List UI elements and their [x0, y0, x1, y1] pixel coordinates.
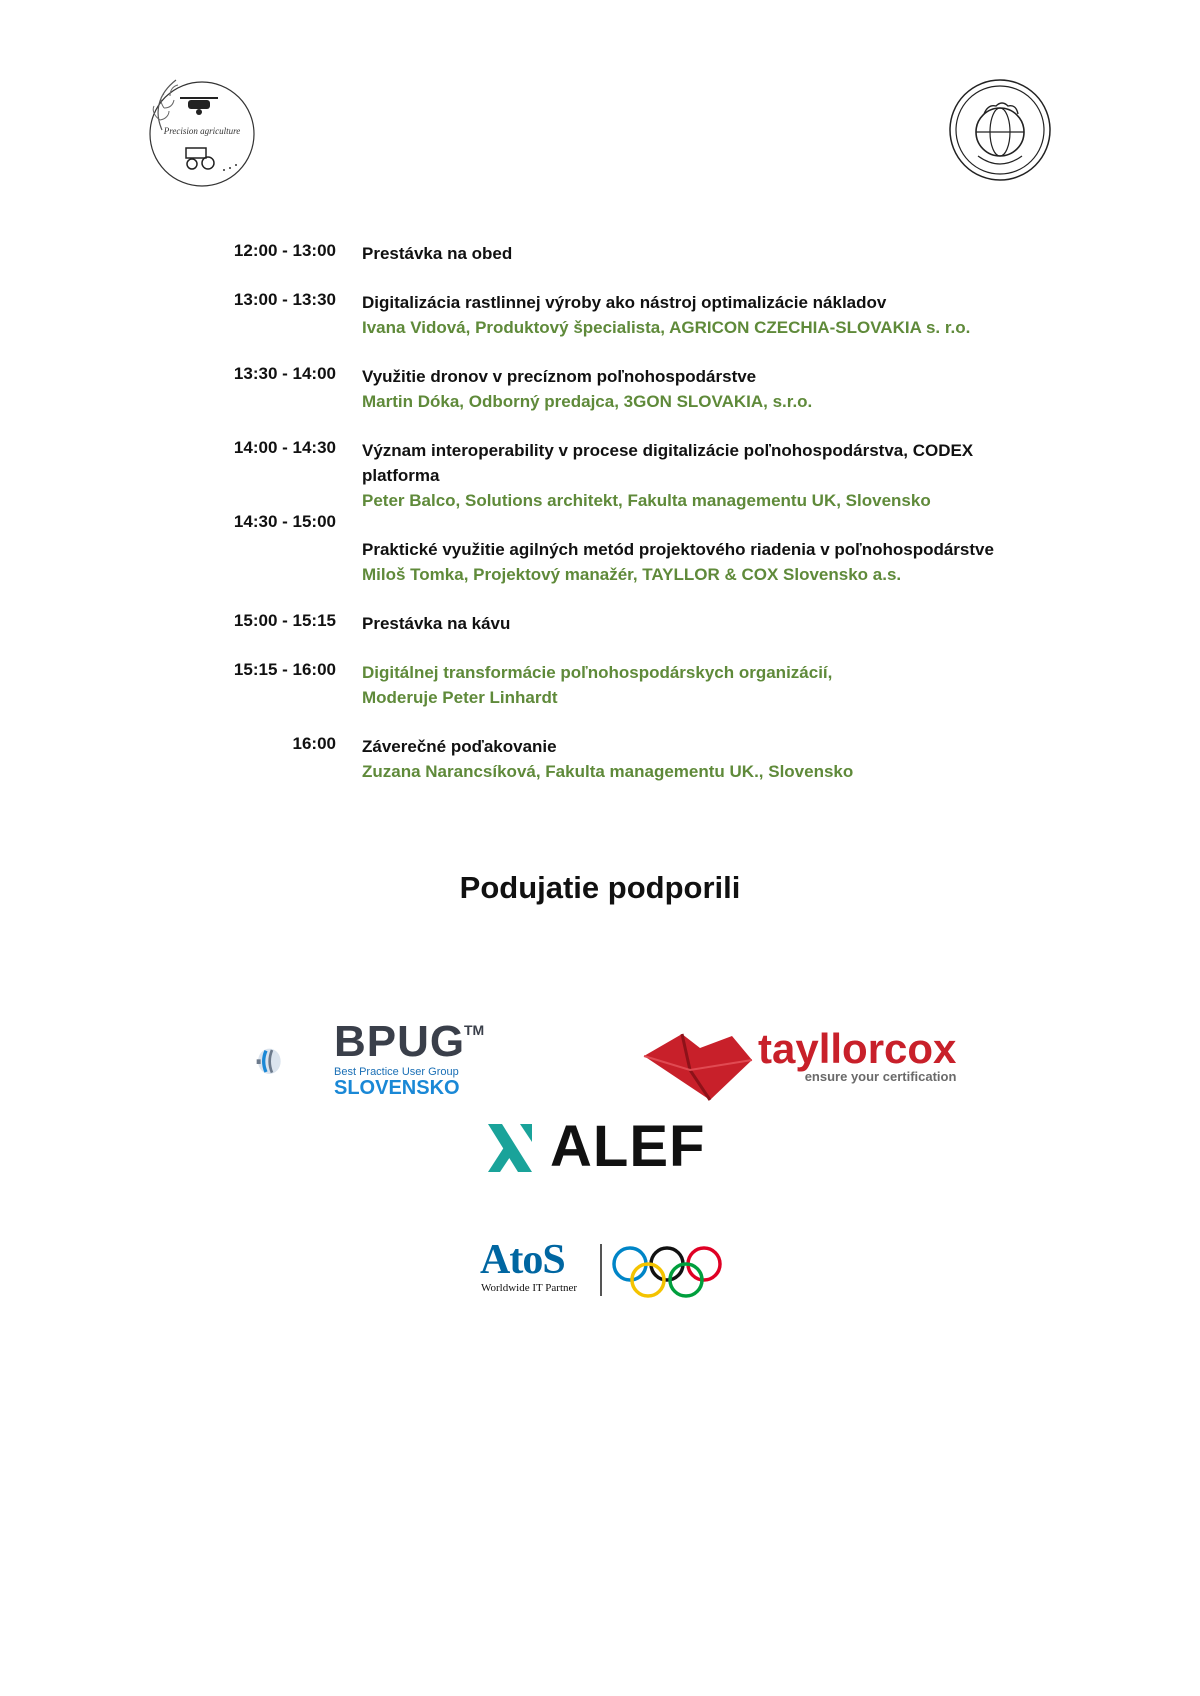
agenda-time: 13:00 - 13:30	[233, 290, 336, 309]
brain-globe-logo	[948, 78, 1052, 182]
agenda-title: Význam interoperability v procese digitalizácie poľnohospodárstva, CODEX	[362, 441, 974, 460]
drone-icon	[180, 98, 218, 115]
tayllorcox-puzzle-icon	[640, 1030, 756, 1102]
precision-agriculture-logo	[140, 72, 260, 190]
agenda-speaker: Zuzana Narancsíková, Fakulta managementu UK., Slovensko	[362, 762, 854, 781]
agenda-speaker: Peter Balco, Solutions architekt, Fakulta managementu UK, Slovensko	[362, 491, 931, 510]
bpug-country: SLOVENSKO	[334, 1077, 460, 1099]
agenda-title: Záverečné poďakovanie	[362, 737, 557, 756]
agenda-speaker: Martin Dóka, Odborný predajca, 3GON SLOVAKIA, s.r.o.	[362, 392, 813, 411]
alef-x-icon	[486, 1122, 534, 1174]
agenda-speaker: Ivana Vidová, Produktový špecialista, AGRICON CZECHIA-SLOVAKIA s. r.o.	[362, 318, 971, 337]
tayllorcox-tagline: ensure your certification	[804, 1069, 957, 1084]
agenda-title: Prestávka na obed	[362, 244, 513, 263]
agenda-title: Prestávka na kávu	[362, 614, 511, 633]
agenda-time: 14:30 - 15:00	[233, 512, 336, 531]
bpug-icon	[256, 1020, 336, 1102]
sponsors-title: Podujatie podporili	[459, 870, 741, 905]
agenda-speaker: Miloš Tomka, Projektový manažér, TAYLLOR & COX Slovensko a.s.	[362, 565, 902, 584]
agenda-time: 13:30 - 14:00	[233, 364, 336, 383]
bpug-name: BPUG	[334, 1017, 466, 1066]
agenda-moderator: Moderuje Peter Linhardt	[362, 688, 558, 707]
bpug-trademark: TM	[464, 1022, 485, 1038]
alef-logo: ALEF	[550, 1114, 706, 1179]
bpug-subtitle: Best Practice User Group	[334, 1066, 459, 1078]
logo-divider	[600, 1244, 602, 1296]
bpug-logo	[334, 1017, 485, 1099]
agenda-time: 14:00 - 14:30	[233, 438, 336, 457]
agenda-title-cont: platforma	[362, 466, 440, 485]
agenda-title: Digitalizácia rastlinnej výroby ako nástroj optimalizácie nákladov	[362, 293, 887, 312]
atos-tagline: Worldwide IT Partner	[481, 1282, 578, 1294]
agenda-time: 12:00 - 13:00	[233, 241, 336, 260]
agenda-time: 15:15 - 16:00	[233, 660, 336, 679]
tractor-icon	[186, 148, 214, 169]
agenda-time: 15:00 - 15:15	[233, 611, 336, 630]
tayllorcox-name: tayllorcox	[758, 1025, 957, 1072]
atos-logo: AtoS	[480, 1237, 565, 1283]
agenda-time: 16:00	[292, 734, 336, 753]
agenda-title: Praktické využitie agilných metód projektového riadenia v poľnohospodárstve	[362, 540, 994, 559]
tayllorcox-logo	[758, 1025, 956, 1084]
svg-text:Precision agriculture: Precision agriculture	[163, 126, 241, 136]
agenda-title: Digitálnej transformácie poľnohospodárskych organizácií,	[362, 663, 833, 682]
agenda-title: Využitie dronov v precíznom poľnohospodárstve	[362, 367, 757, 386]
olympic-rings-icon	[610, 1244, 726, 1300]
